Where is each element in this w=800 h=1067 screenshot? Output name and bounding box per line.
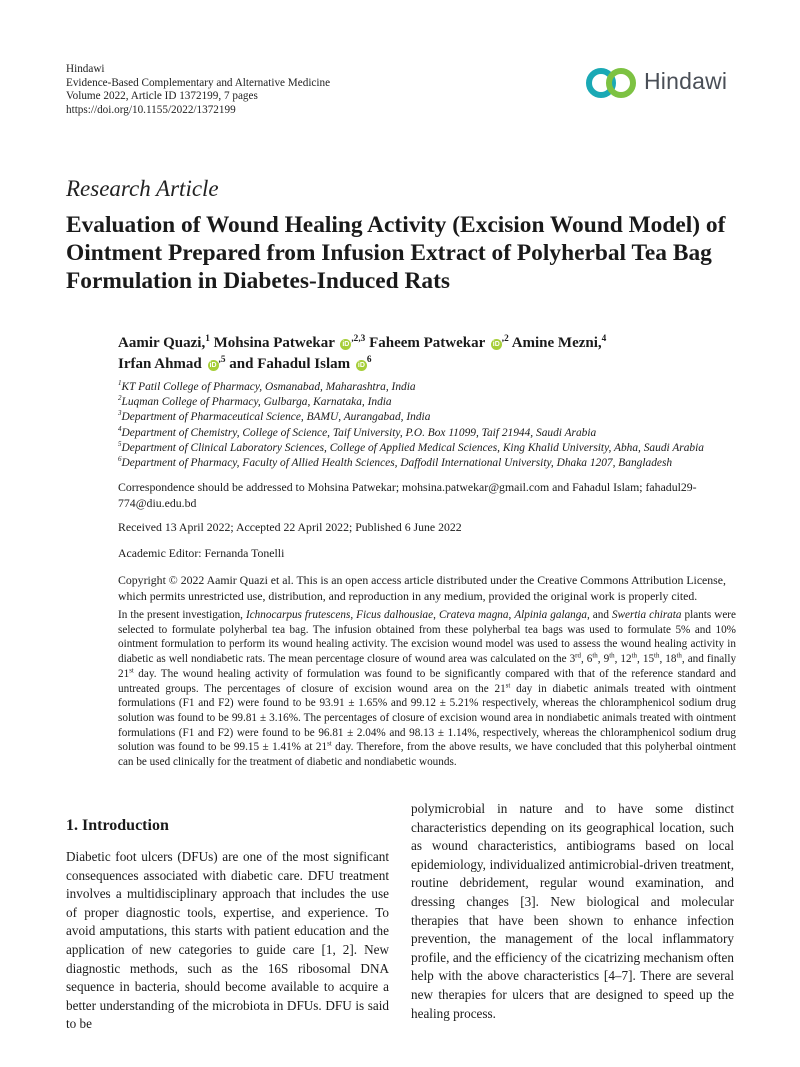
correspondence-note: Correspondence should be addressed to Mohsina Patwekar; mohsina.patwekar@gmail.com and Fahadul Islam; fahadul29-774@diu.edu.bd	[118, 480, 697, 510]
author-name[interactable]: Mohsina Patwekar	[213, 335, 335, 351]
orcid-icon[interactable]: iD	[342, 341, 350, 348]
affiliation-item: $^6$Department of Pharmacy, Faculty of Allied Health Sciences, Daffodil International University, Dhaka 1207, Bangladesh	[118, 455, 673, 470]
article-title: Evaluation of Wound Healing Activity (Excision Wound Model) of Ointment Prepared from Infusion Extract of Polyherbal Tea Bag Formulation in Diabetes-Induced Rats	[66, 212, 726, 294]
section-heading-introduction: 1. Introduction	[66, 817, 169, 834]
abstract: In the present investigation, Ichnocarpus frutescens, Ficus dalhousiae, Crateva magna, Alpinia galanga, and Swertia chirata plants were selected to formulate polyherbal tea bag. The infusion obtained from these polyherbal tea bags was used to formulate 5% and 10% ointment formulation to perform its wound healing activity. The excision wound model was used to assess the wound healing activity in diabetic as well nondiabetic rats. The mean percentage closure of wound area was calculated on the 3rd, 6th, 9th, 12th, 15th, 18th, and finally 21st day. The wound healing activity of formulation was found to be significantly compared with that of the reference standard and untreated groups. The percentages of closure of excision wound area on the 21st day in diabetic animals treated with ointment formulations (F1 and F2) were found to be 93.91 ± 1.65% and 99.12 ± 5.21% respectively, whereas the chloramphenicol sodium drug solution was found to be 99.81 ± 3.16%. The percentages of closure of excision wound area in nondiabetic animals treated with ointment formulations (F1 and F2) were found to be 96.81 ± 2.04% and 98.13 ± 1.14%, respectively, whereas the chloramphenicol sodium drug solution was found to be 99.15 ± 1.41% at 21st day. Therefore, from the above results, we have concluded that this polyherbal ointment can be used clinically for the treatment of diabetic and nondiabetic wounds.	[118, 609, 737, 769]
author-name[interactable]: Aamir Quazi,	[118, 335, 206, 351]
affiliation-item: $^2$Luqman College of Pharmacy, Gulbarga, Karnataka, India	[118, 394, 392, 409]
hindawi-logo[interactable]	[584, 66, 734, 100]
doi-link[interactable]: https://doi.org/10.1155/2022/1372199	[66, 103, 236, 116]
affiliation-list	[118, 380, 748, 471]
author-affil-sup: ,5	[218, 355, 226, 365]
academic-editor: Academic Editor: Fernanda Tonelli	[118, 546, 285, 560]
affiliation-item: $^3$Department of Pharmaceutical Science, BAMU, Aurangabad, India	[118, 409, 431, 424]
author-name[interactable]: and Fahadul Islam	[229, 356, 351, 372]
publication-dates: Received 13 April 2022; Accepted 22 April 2022; Published 6 June 2022	[118, 520, 462, 534]
logo-text: Hindawi	[644, 68, 728, 94]
copyright-notice: Copyright © 2022 Aamir Quazi et al. This is an open access article distributed under the Creative Commons Attribution License, which permits unrestricted use, distribution, and reproduction in any medium, provided the original work is properly cited.	[118, 573, 726, 603]
volume-info: Volume 2022, Article ID 1372199, 7 pages	[66, 90, 258, 103]
author-affil-sup: 1	[205, 334, 210, 344]
intro-column-left: Diabetic foot ulcers (DFUs) are one of the most significant consequences associated with diabetic care. DFU treatment involves a multidisciplinary approach that includes the use of proper diagnostic tools, expertise, and experience. To avoid amputations, this starts with patient education and the application of new categories to guide care [1, 2]. New diagnostic methods, such as the 16S ribosomal DNA sequence in bacteria, should become available to acquire a better understanding of the microbiota in DFUs. DFU is said to be	[66, 849, 389, 1032]
author-list	[118, 333, 738, 375]
hindawi-logo-icon	[584, 66, 640, 100]
affiliation-item: $^5$Department of Clinical Laboratory Sciences, College of Applied Medical Sciences, King Khalid University, Abha, Saudi Arabia	[118, 440, 704, 454]
affiliation-item: $^4$Department of Chemistry, College of Science, Taif University, P.O. Box 11099, Taif 21944, Saudi Arabia	[118, 424, 597, 439]
author-name[interactable]: Irfan Ahmad	[118, 356, 202, 372]
author-affil-sup: ,2	[501, 334, 509, 344]
article-type: Research Article	[66, 176, 219, 201]
author-name[interactable]: Faheem Patwekar	[369, 335, 486, 351]
orcid-icon[interactable]: iD	[357, 362, 365, 369]
publisher-name: Hindawi	[66, 63, 105, 75]
author-name[interactable]: Amine Mezni,	[511, 335, 602, 351]
affiliation-item: $^1$KT Patil College of Pharmacy, Osmanabad, Maharashtra, India	[118, 379, 416, 393]
author-affil-sup: ,2,3	[351, 334, 366, 344]
intro-column-right: polymicrobial in nature and to have some distinct characteristics depending on its geographical location, such as wound characteristics, antibiograms based on local epidemiology, individualized antimicrobial-driven treatment, routine debridement, regular wound examination, and dressing changes [3]. New biological and molecular therapies that have been shown to enhance infection prevention, the management of the local inflammatory profile, and the efficiency of the cicatrizing mechanism often help with the above characteristics [4–7]. There are several new therapies for ulcers that are designed to speed up the healing process.	[411, 801, 734, 1021]
author-affil-sup: 6	[366, 355, 372, 365]
journal-name: Evidence-Based Complementary and Alternative Medicine	[66, 76, 331, 89]
orcid-icon[interactable]: iD	[492, 341, 500, 348]
journal-meta	[66, 63, 330, 117]
author-affil-sup: 4	[601, 334, 607, 344]
orcid-icon[interactable]: iD	[209, 362, 217, 369]
